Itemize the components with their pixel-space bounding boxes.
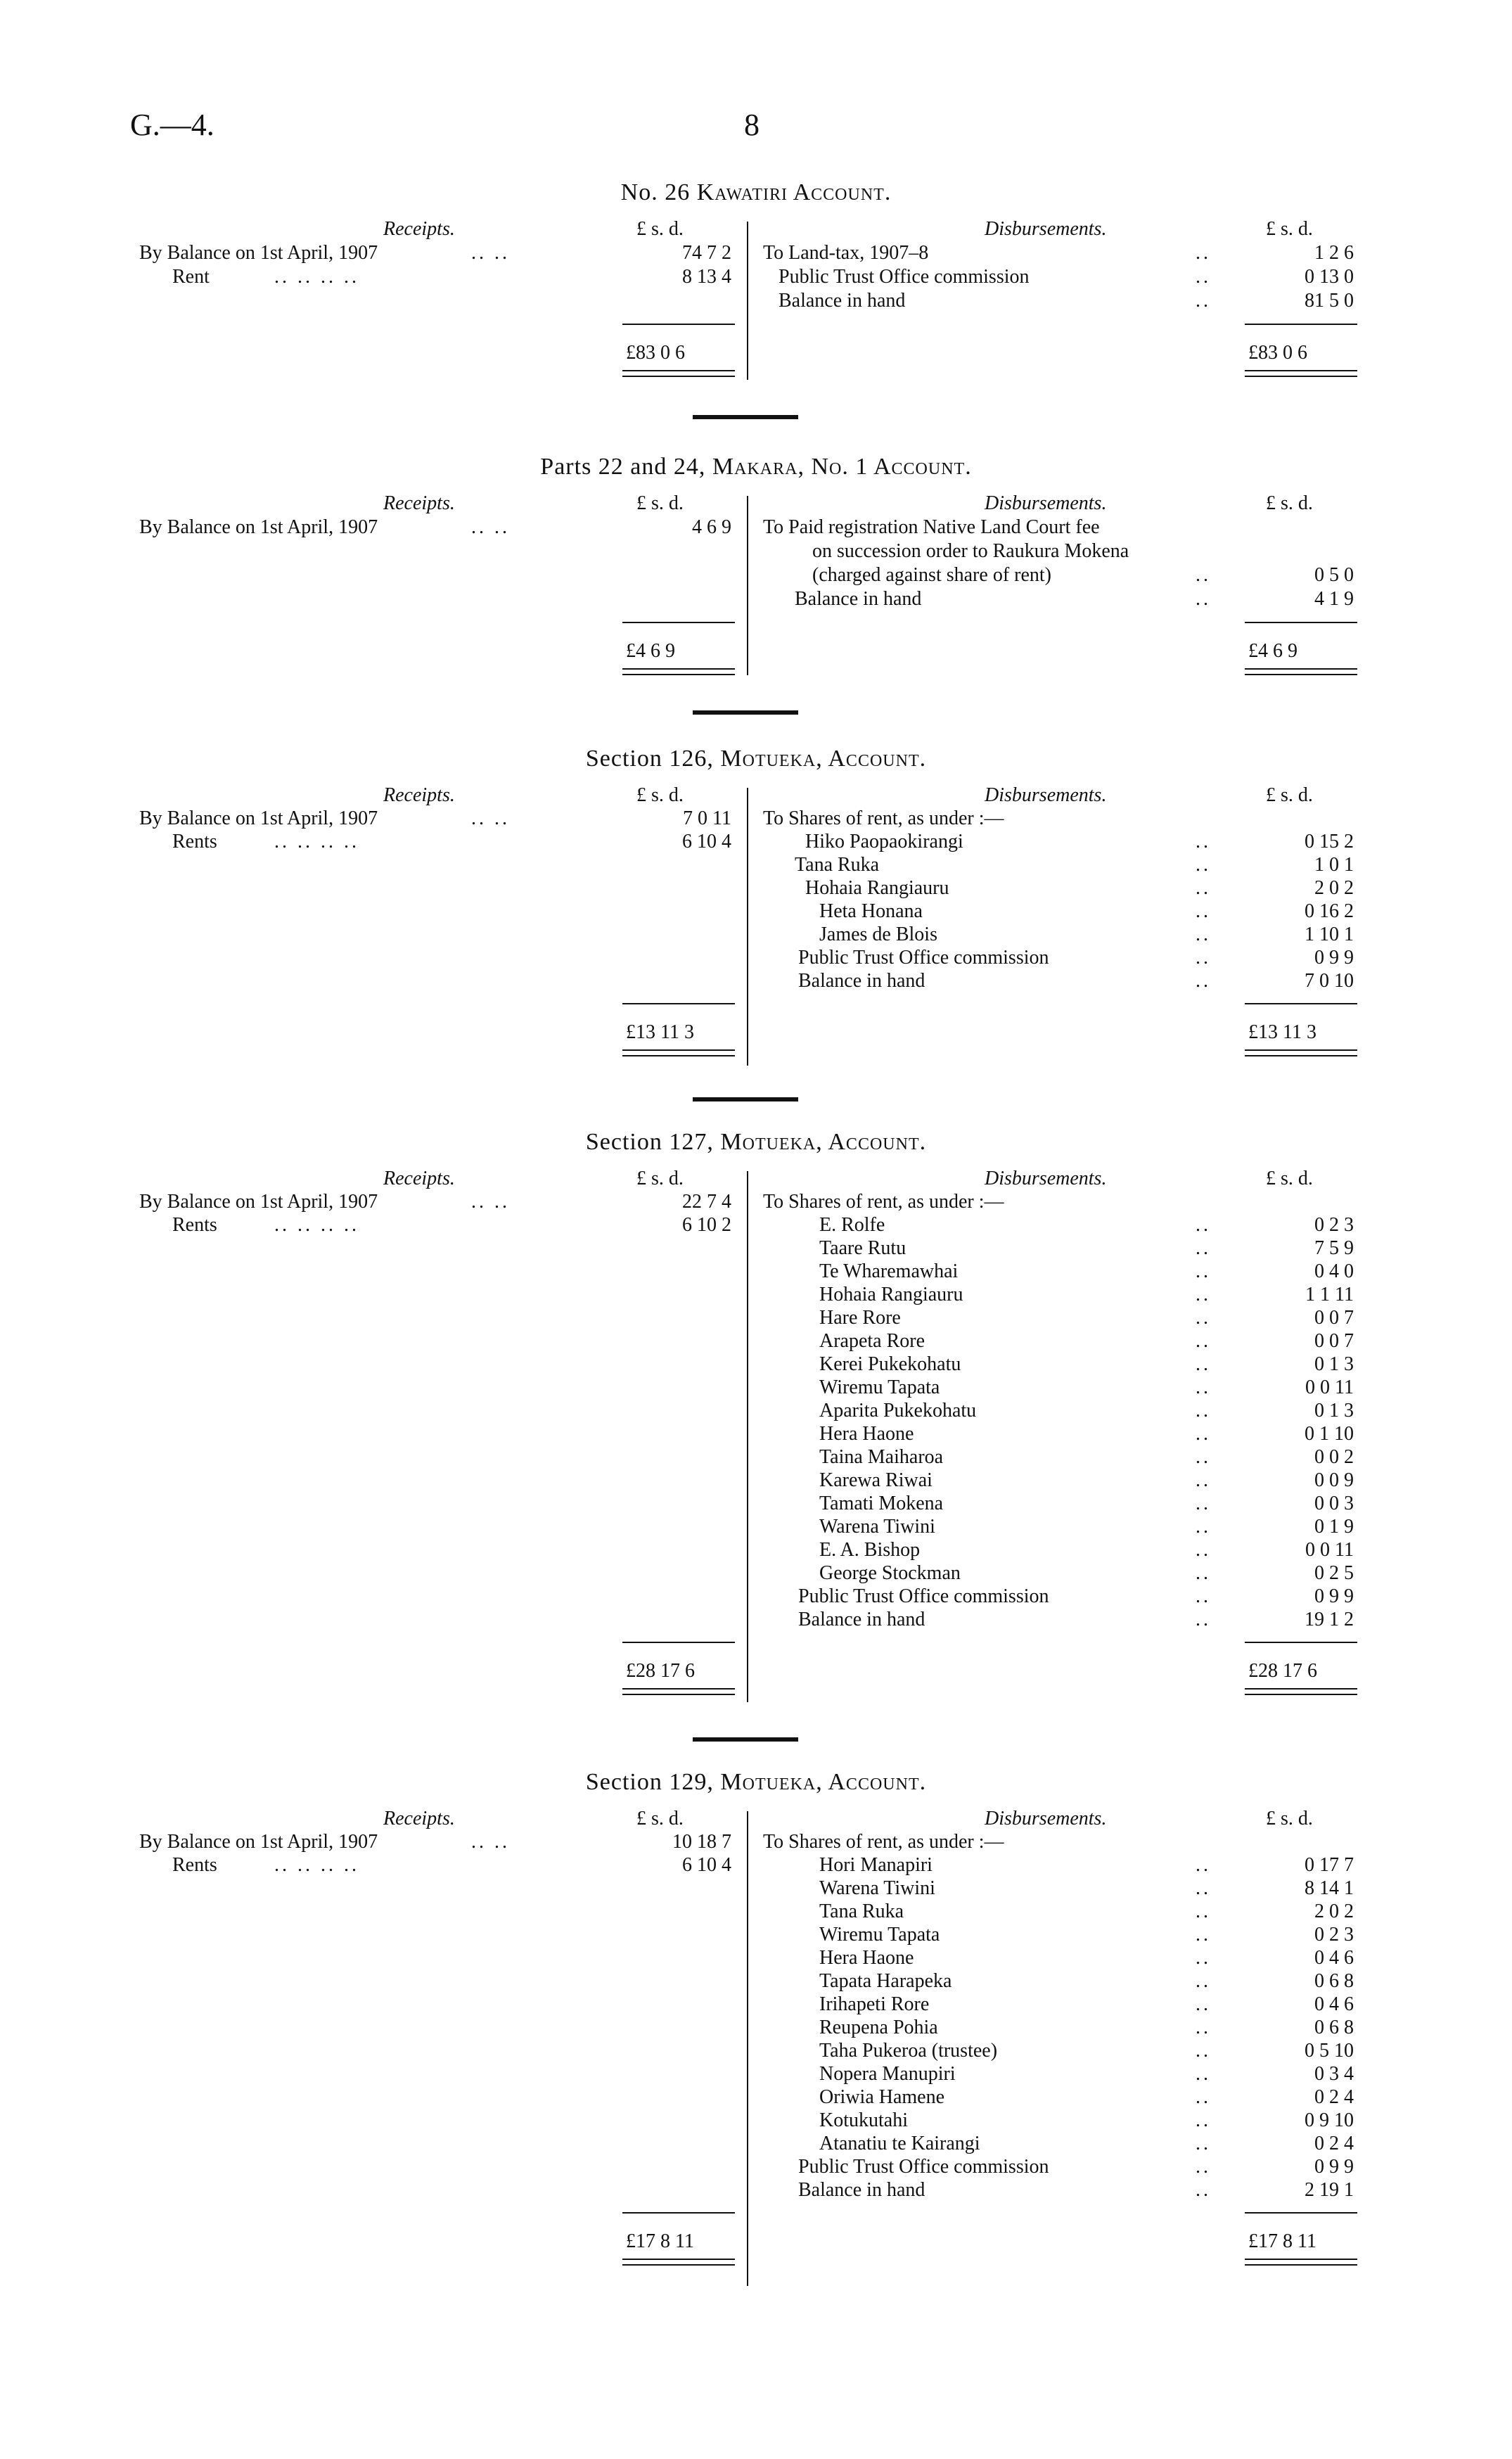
disbursement-label: Arapeta Rore <box>819 1330 925 1352</box>
disbursement-label: Hera Haone <box>819 1947 914 1969</box>
receipts-total: £28 17 6 <box>626 1660 695 1682</box>
disbursement-amount: 0 16 2 <box>1305 900 1354 922</box>
total-rule <box>1245 622 1357 623</box>
account-title-name: Makara, No. 1 Account. <box>712 454 972 480</box>
disbursement-amount: 0 2 4 <box>1314 2133 1354 2154</box>
receipts-header: Receipts. <box>383 784 455 806</box>
disbursement-amount: 8 14 1 <box>1305 1877 1354 1899</box>
disbursement-label: Taha Pukeroa (trustee) <box>819 2040 998 2062</box>
receipt-label: By Balance on 1st April, 1907 <box>139 242 378 264</box>
disbursements-header: Disbursements. <box>985 1808 1107 1829</box>
leader-dots: .. <box>1196 1400 1211 1422</box>
leader-dots: .. <box>1196 1493 1211 1514</box>
leader-dots: .. .. <box>471 1831 510 1853</box>
leader-dots: .. <box>1196 1423 1211 1445</box>
account-title <box>0 454 1512 480</box>
column-divider <box>747 1811 748 2286</box>
disbursement-label: Tana Ruka <box>819 1901 904 1922</box>
leader-dots: .. <box>1196 1330 1211 1352</box>
disbursements-total: £17 8 11 <box>1248 2230 1316 2252</box>
leader-dots: .. <box>1196 2179 1211 2201</box>
leader-dots: .. <box>1196 1993 1211 2015</box>
account-title-prefix: Section 129, <box>585 1769 721 1795</box>
disbursement-label: Hori Manapiri <box>819 1854 933 1876</box>
leader-dots: .. <box>1196 1539 1211 1561</box>
money-header-disbursements: £ s. d. <box>1266 1808 1313 1829</box>
disbursement-label: on succession order to Raukura Mokena <box>812 540 1129 562</box>
total-double-rule <box>1245 668 1357 675</box>
leader-dots: .. .. .. .. <box>274 1214 359 1236</box>
disbursement-label: Karewa Riwai <box>819 1469 933 1491</box>
leader-dots: .. <box>1196 1562 1211 1584</box>
total-rule <box>1245 1642 1357 1643</box>
disbursement-label: Kotukutahi <box>819 2109 908 2131</box>
page-code: G.—4. <box>130 108 214 142</box>
receipts-header: Receipts. <box>383 492 455 514</box>
leader-dots: .. <box>1196 924 1211 945</box>
disbursement-label: (charged against share of rent) <box>812 564 1051 586</box>
account-title-name: Motueka, Account. <box>720 1129 927 1155</box>
column-divider <box>747 1171 748 1702</box>
disbursement-amount: 0 5 10 <box>1305 2040 1354 2062</box>
total-rule <box>1245 324 1357 325</box>
total-double-rule <box>1245 1688 1357 1695</box>
column-divider <box>747 496 748 675</box>
money-header-receipts: £ s. d. <box>636 492 684 514</box>
receipts-total: £13 11 3 <box>626 1021 694 1043</box>
receipt-label: Rents <box>172 1214 217 1236</box>
leader-dots: .. <box>1196 564 1211 586</box>
leader-dots: .. <box>1196 1947 1211 1969</box>
disbursement-label: Tapata Harapeka <box>819 1970 952 1992</box>
disbursement-amount: 0 1 3 <box>1314 1400 1354 1422</box>
leader-dots: .. <box>1196 1585 1211 1607</box>
disbursement-label: Hohaia Rangiauru <box>805 877 949 899</box>
disbursement-label: Nopera Manupiri <box>819 2063 956 2085</box>
disbursement-amount: 1 2 6 <box>1314 242 1354 264</box>
receipt-amount: 10 18 7 <box>672 1831 731 1853</box>
total-rule <box>622 2212 735 2214</box>
disbursement-amount: 1 0 1 <box>1314 854 1354 876</box>
disbursement-amount: 0 0 3 <box>1314 1493 1354 1514</box>
receipt-label: Rents <box>172 1854 217 1876</box>
disbursement-label: To Paid registration Native Land Court fee <box>763 516 1100 538</box>
receipts-total: £4 6 9 <box>626 640 675 662</box>
leader-dots: .. <box>1196 2086 1211 2108</box>
column-divider <box>747 222 748 380</box>
leader-dots: .. <box>1196 900 1211 922</box>
total-double-rule <box>622 668 735 675</box>
disbursement-label: Hare Rore <box>819 1307 901 1329</box>
page-number: 8 <box>744 108 760 142</box>
disbursement-label: Public Trust Office commission <box>798 947 1049 969</box>
disbursement-label: Balance in hand <box>798 1609 925 1630</box>
disbursement-amount: 0 2 3 <box>1314 1924 1354 1946</box>
disbursement-label: Atanatiu te Kairangi <box>819 2133 980 2154</box>
disbursement-amount: 0 0 2 <box>1314 1446 1354 1468</box>
disbursement-label: Hera Haone <box>819 1423 914 1445</box>
total-double-rule <box>622 370 735 377</box>
disbursement-amount: 0 4 6 <box>1314 1947 1354 1969</box>
leader-dots: .. <box>1196 831 1211 852</box>
receipt-amount: 74 7 2 <box>682 242 731 264</box>
disbursement-label: Taare Rutu <box>819 1237 906 1259</box>
disbursement-label: George Stockman <box>819 1562 961 1584</box>
receipt-amount: 6 10 4 <box>682 831 731 852</box>
receipt-amount: 6 10 4 <box>682 1854 731 1876</box>
disbursement-label: To Shares of rent, as under :— <box>763 1831 1004 1853</box>
disbursement-amount: 0 6 8 <box>1314 2017 1354 2038</box>
receipts-header: Receipts. <box>383 1808 455 1829</box>
leader-dots: .. <box>1196 1854 1211 1876</box>
disbursement-label: Hohaia Rangiauru <box>819 1284 963 1305</box>
disbursement-amount: 0 6 8 <box>1314 1970 1354 1992</box>
money-header-receipts: £ s. d. <box>636 784 684 806</box>
total-double-rule <box>622 2259 735 2266</box>
disbursement-label: E. Rolfe <box>819 1214 885 1236</box>
disbursement-label: Balance in hand <box>798 970 925 992</box>
disbursement-amount: 0 0 9 <box>1314 1469 1354 1491</box>
disbursement-amount: 0 1 9 <box>1314 1516 1354 1538</box>
column-divider <box>747 788 748 1066</box>
disbursement-amount: 0 0 11 <box>1305 1539 1354 1561</box>
receipts-total: £83 0 6 <box>626 342 685 364</box>
leader-dots: .. .. <box>471 1191 510 1213</box>
leader-dots: .. <box>1196 242 1211 264</box>
disbursement-label: Hiko Paopaokirangi <box>805 831 963 852</box>
receipts-header: Receipts. <box>383 218 455 240</box>
disbursement-amount: 0 9 9 <box>1314 2156 1354 2178</box>
total-rule <box>622 324 735 325</box>
disbursement-amount: 0 9 10 <box>1305 2109 1354 2131</box>
leader-dots: .. <box>1196 1353 1211 1375</box>
money-header-disbursements: £ s. d. <box>1266 492 1313 514</box>
disbursement-amount: 0 5 0 <box>1314 564 1354 586</box>
leader-dots: .. <box>1196 1609 1211 1630</box>
total-double-rule <box>1245 370 1357 377</box>
receipt-amount: 8 13 4 <box>682 266 731 288</box>
receipt-amount: 7 0 11 <box>683 807 731 829</box>
account-title-prefix: Section 127, <box>585 1129 721 1155</box>
leader-dots: .. <box>1196 1214 1211 1236</box>
receipts-total: £17 8 11 <box>626 2230 694 2252</box>
disbursement-amount: 0 2 5 <box>1314 1562 1354 1584</box>
account-title <box>0 746 1512 772</box>
money-header-receipts: £ s. d. <box>636 1168 684 1189</box>
account-title-name: Motueka, Account. <box>720 746 927 772</box>
leader-dots: .. <box>1196 970 1211 992</box>
account-title <box>0 179 1512 206</box>
account-title-prefix: Section 126, <box>585 746 721 772</box>
disbursement-label: E. A. Bishop <box>819 1539 921 1561</box>
section-separator <box>693 1097 798 1101</box>
disbursement-label: Kerei Pukekohatu <box>819 1353 961 1375</box>
leader-dots: .. <box>1196 266 1211 288</box>
disbursement-amount: 1 10 1 <box>1305 924 1354 945</box>
disbursement-label: Tana Ruka <box>795 854 880 876</box>
leader-dots: .. <box>1196 2063 1211 2085</box>
disbursement-amount: 81 5 0 <box>1305 290 1354 312</box>
disbursement-amount: 0 17 7 <box>1305 1854 1354 1876</box>
leader-dots: .. <box>1196 1237 1211 1259</box>
total-double-rule <box>622 1049 735 1056</box>
disbursement-amount: 0 0 11 <box>1305 1377 1354 1398</box>
disbursement-label: Warena Tiwini <box>819 1877 935 1899</box>
receipt-label: Rent <box>172 266 210 288</box>
leader-dots: .. <box>1196 2133 1211 2154</box>
leader-dots: .. <box>1196 1924 1211 1946</box>
total-rule <box>1245 1003 1357 1004</box>
disbursement-amount: 1 1 11 <box>1305 1284 1354 1305</box>
account-title-name: Motueka, Account. <box>720 1769 927 1795</box>
disbursements-total: £83 0 6 <box>1248 342 1307 364</box>
leader-dots: .. <box>1196 1516 1211 1538</box>
total-double-rule <box>1245 1049 1357 1056</box>
account-title-name: Kawatiri Account. <box>696 179 892 205</box>
disbursement-label: To Land-tax, 1907–8 <box>763 242 929 264</box>
account-title-prefix: Parts 22 and 24, <box>540 454 712 480</box>
leader-dots: .. <box>1196 1970 1211 1992</box>
disbursement-label: To Shares of rent, as under :— <box>763 807 1004 829</box>
disbursement-amount: 0 13 0 <box>1305 266 1354 288</box>
leader-dots: .. .. <box>471 516 510 538</box>
leader-dots: .. <box>1196 2040 1211 2062</box>
disbursement-label: Aparita Pukekohatu <box>819 1400 977 1422</box>
disbursement-amount: 0 0 7 <box>1314 1330 1354 1352</box>
leader-dots: .. <box>1196 290 1211 312</box>
leader-dots: .. .. <box>471 242 510 264</box>
disbursement-label: Public Trust Office commission <box>779 266 1030 288</box>
money-header-receipts: £ s. d. <box>636 218 684 240</box>
money-header-disbursements: £ s. d. <box>1266 784 1313 806</box>
section-separator <box>693 710 798 715</box>
disbursements-header: Disbursements. <box>985 492 1107 514</box>
leader-dots: .. .. .. .. <box>274 1854 359 1876</box>
disbursements-header: Disbursements. <box>985 218 1107 240</box>
total-rule <box>622 622 735 623</box>
disbursement-label: Tamati Mokena <box>819 1493 944 1514</box>
disbursements-total: £4 6 9 <box>1248 640 1298 662</box>
total-double-rule <box>1245 2259 1357 2266</box>
disbursements-total: £13 11 3 <box>1248 1021 1316 1043</box>
disbursement-label: Public Trust Office commission <box>798 2156 1049 2178</box>
leader-dots: .. <box>1196 588 1211 610</box>
disbursement-amount: 2 0 2 <box>1314 877 1354 899</box>
disbursement-amount: 0 9 9 <box>1314 947 1354 969</box>
receipt-amount: 6 10 2 <box>682 1214 731 1236</box>
leader-dots: .. <box>1196 1260 1211 1282</box>
leader-dots: .. <box>1196 877 1211 899</box>
disbursement-label: Balance in hand <box>795 588 922 610</box>
receipt-label: By Balance on 1st April, 1907 <box>139 516 378 538</box>
leader-dots: .. <box>1196 1901 1211 1922</box>
money-header-receipts: £ s. d. <box>636 1808 684 1829</box>
disbursement-amount: 0 1 10 <box>1305 1423 1354 1445</box>
money-header-disbursements: £ s. d. <box>1266 1168 1313 1189</box>
disbursement-amount: 19 1 2 <box>1305 1609 1354 1630</box>
total-rule <box>622 1003 735 1004</box>
disbursement-amount: 0 0 7 <box>1314 1307 1354 1329</box>
leader-dots: .. <box>1196 1446 1211 1468</box>
account-title-prefix: No. 26 <box>620 179 697 205</box>
leader-dots: .. .. .. .. <box>274 266 359 288</box>
total-rule <box>1245 2212 1357 2214</box>
disbursement-amount: 2 19 1 <box>1305 2179 1354 2201</box>
disbursement-amount: 0 9 9 <box>1314 1585 1354 1607</box>
leader-dots: .. <box>1196 1284 1211 1305</box>
leader-dots: .. <box>1196 2109 1211 2131</box>
disbursement-amount: 0 3 4 <box>1314 2063 1354 2085</box>
disbursements-header: Disbursements. <box>985 784 1107 806</box>
leader-dots: .. <box>1196 1877 1211 1899</box>
disbursement-label: Wiremu Tapata <box>819 1924 940 1946</box>
leader-dots: .. <box>1196 1307 1211 1329</box>
leader-dots: .. .. <box>471 807 510 829</box>
receipt-label: Rents <box>172 831 217 852</box>
total-double-rule <box>622 1688 735 1695</box>
disbursement-amount: 7 5 9 <box>1314 1237 1354 1259</box>
leader-dots: .. .. .. .. <box>274 831 359 852</box>
total-rule <box>622 1642 735 1643</box>
receipt-amount: 22 7 4 <box>682 1191 731 1213</box>
leader-dots: .. <box>1196 2156 1211 2178</box>
disbursement-label: Taina Maiharoa <box>819 1446 944 1468</box>
receipt-label: By Balance on 1st April, 1907 <box>139 1191 378 1213</box>
disbursement-amount: 4 1 9 <box>1314 588 1354 610</box>
disbursement-amount: 0 2 3 <box>1314 1214 1354 1236</box>
disbursements-total: £28 17 6 <box>1248 1660 1317 1682</box>
disbursements-header: Disbursements. <box>985 1168 1107 1189</box>
account-title <box>0 1129 1512 1156</box>
disbursement-label: Te Wharemawhai <box>819 1260 959 1282</box>
disbursement-amount: 2 0 2 <box>1314 1901 1354 1922</box>
disbursement-label: Irihapeti Rore <box>819 1993 930 2015</box>
disbursement-amount: 0 1 3 <box>1314 1353 1354 1375</box>
leader-dots: .. <box>1196 1469 1211 1491</box>
disbursement-label: Wiremu Tapata <box>819 1377 940 1398</box>
disbursement-amount: 7 0 10 <box>1305 970 1354 992</box>
disbursement-amount: 0 2 4 <box>1314 2086 1354 2108</box>
section-separator <box>693 1737 798 1742</box>
disbursement-label: Reupena Pohia <box>819 2017 938 2038</box>
receipt-label: By Balance on 1st April, 1907 <box>139 1831 378 1853</box>
disbursement-label: Warena Tiwini <box>819 1516 935 1538</box>
disbursement-amount: 0 4 6 <box>1314 1993 1354 2015</box>
account-title <box>0 1769 1512 1796</box>
disbursement-label: Oriwia Hamene <box>819 2086 945 2108</box>
receipt-label: By Balance on 1st April, 1907 <box>139 807 378 829</box>
disbursement-label: Public Trust Office commission <box>798 1585 1049 1607</box>
section-separator <box>693 415 798 419</box>
disbursement-label: Balance in hand <box>798 2179 925 2201</box>
disbursement-amount: 0 4 0 <box>1314 1260 1354 1282</box>
disbursement-label: James de Blois <box>819 924 937 945</box>
leader-dots: .. <box>1196 2017 1211 2038</box>
disbursement-label: Heta Honana <box>819 900 923 922</box>
disbursement-label: To Shares of rent, as under :— <box>763 1191 1004 1213</box>
leader-dots: .. <box>1196 947 1211 969</box>
money-header-disbursements: £ s. d. <box>1266 218 1313 240</box>
leader-dots: .. <box>1196 854 1211 876</box>
leader-dots: .. <box>1196 1377 1211 1398</box>
disbursement-amount: 0 15 2 <box>1305 831 1354 852</box>
receipts-header: Receipts. <box>383 1168 455 1189</box>
receipt-amount: 4 6 9 <box>692 516 731 538</box>
disbursement-label: Balance in hand <box>779 290 906 312</box>
